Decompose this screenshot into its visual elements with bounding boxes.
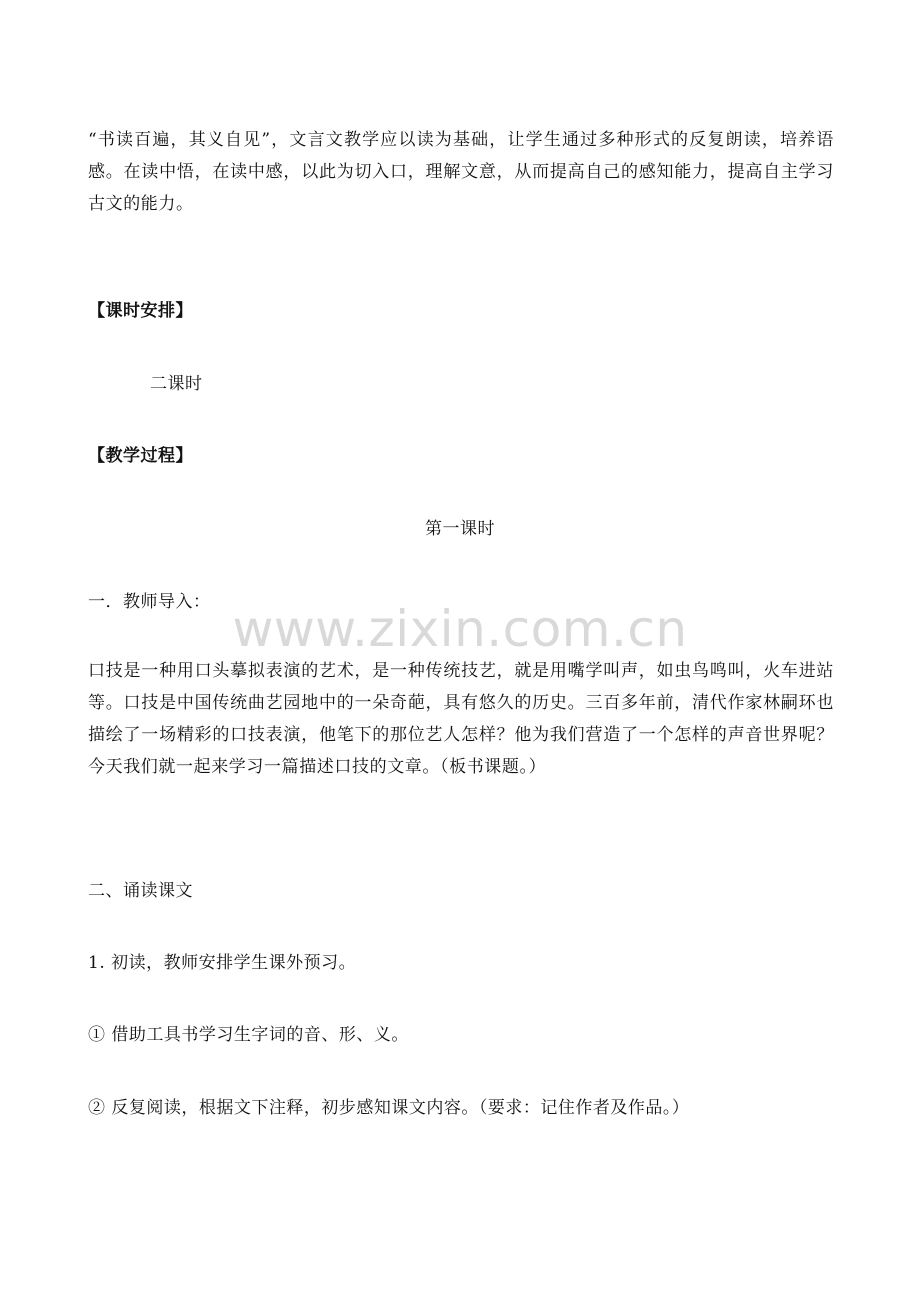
section-one-paragraph: 口技是一种用口头摹拟表演的艺术，是一种传统技艺，就是用嘴学叫声，如虫鸟鸣叫，火车进站等。口技是中国传统曲艺园地中的一朵奇葩，具有悠久的历史。三百多年前，清代作家林嗣环也描绘了一场精彩的口技表演，他笔下的那位艺人怎样？他为我们营造了一个怎样的声音世界呢？今天我们就一起来学习一篇描述口技的文章。（板书课题。） bbox=[88, 661, 834, 777]
lesson-schedule-heading: 【课时安排】 bbox=[88, 301, 193, 321]
sub-item-two: ② 反复阅读，根据文下注释，初步感知课文内容。（要求：记住作者及作品。） bbox=[88, 1098, 690, 1118]
sub-item-one: ① 借助工具书学习生字词的音、形、义。 bbox=[88, 1025, 409, 1045]
teaching-process-heading: 【教学过程】 bbox=[88, 446, 193, 466]
site-watermark: www.zixin.com.cn bbox=[232, 600, 688, 658]
lesson-schedule-value: 二课时 bbox=[150, 374, 203, 394]
section-two-title: 二、诵读课文 bbox=[88, 881, 193, 901]
intro-paragraph: “书读百遍，其义自见”，文言文教学应以读为基础，让学生通过多种形式的反复朗读，培养语感。在读中悟，在读中感，以此为切入口，理解文意，从而提高自己的感知能力，提高自主学习古文的能力。 bbox=[88, 130, 834, 214]
section-one-title: 一．教师导入： bbox=[88, 592, 211, 612]
first-lesson-title: 第一课时 bbox=[425, 519, 495, 539]
step-one: 1. 初读，教师安排学生课外预习。 bbox=[88, 953, 357, 973]
